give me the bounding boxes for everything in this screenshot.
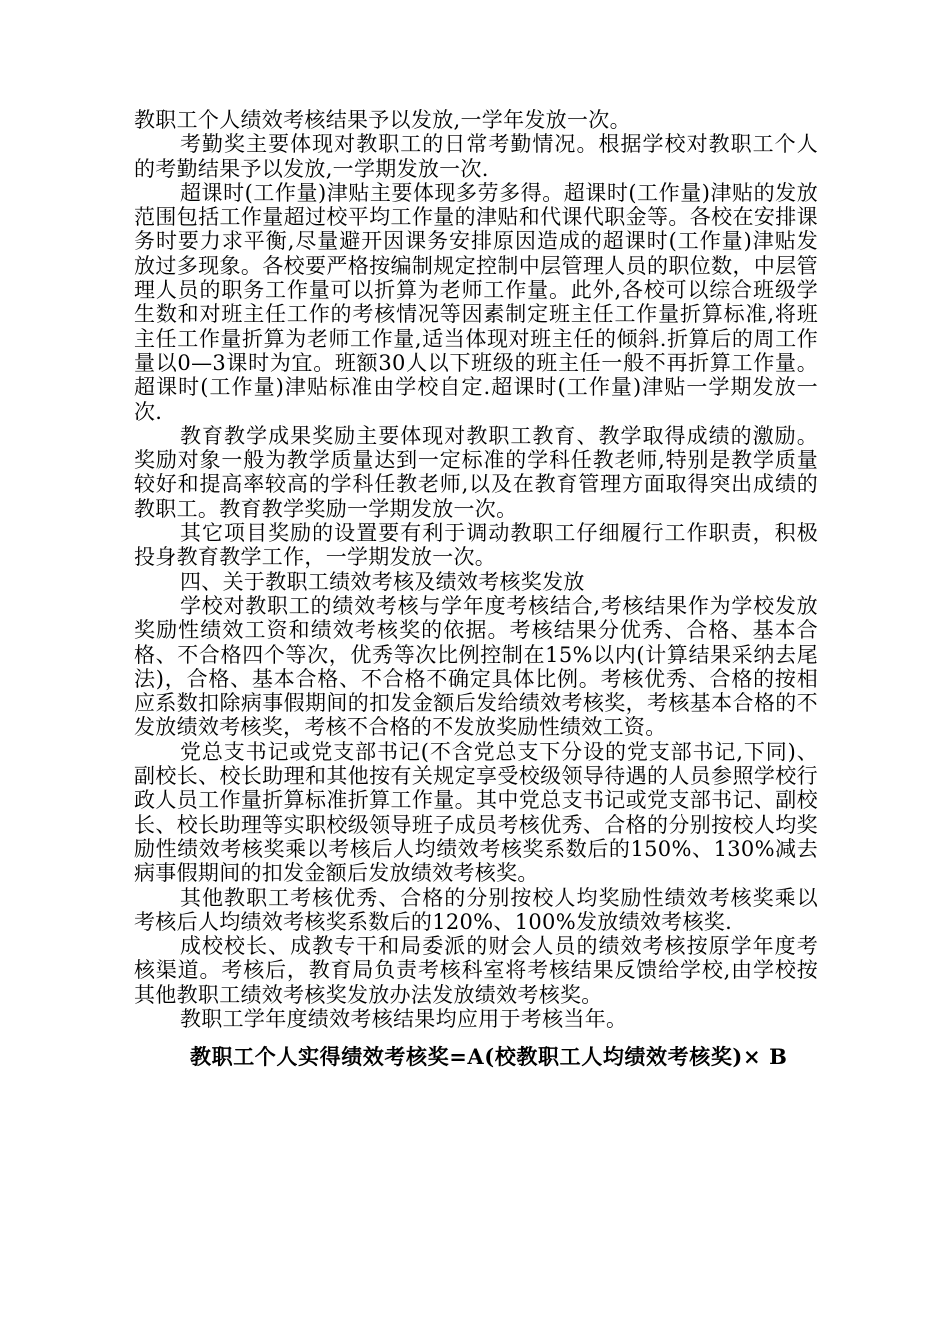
formula-line: 教职工个人实得绩效考核奖=A(校教职工人均绩效考核奖)× B	[190, 1044, 788, 1070]
paragraph-leadership-assessment: 党总支书记或党支部书记(不含党总支下分设的党支部书记,下同)、副校长、校长助理和其他按有关规定享受校级领导待遇的人员参照学校行政人员工作量折算标准折算工作量。其中党总支书记或党支部书记、副校长、校长助理等实职校级领导班子成员考核优秀、合格的分别按校人均奖励性绩效考核奖乘以考核后人均绩效考核奖系数后的150%、130%减去病事假期间的扣发金额后发放绩效考核奖。	[134, 739, 818, 886]
paragraph-other-awards: 其它项目奖励的设置要有利于调动教职工仔细履行工作职责，积极投身教育教学工作，一学期发放一次。	[134, 521, 818, 570]
paragraph-adult-school-assessment: 成校校长、成教专干和局委派的财会人员的绩效考核按原学年度考核渠道。考核后，教育局负责考核科室将考核结果反馈给学校,由学校按其他教职工绩效考核奖发放办法发放绩效考核奖。	[134, 934, 818, 1007]
paragraph-assessment-application: 教职工学年度绩效考核结果均应用于考核当年。	[180, 1006, 628, 1031]
document-body	[134, 108, 818, 1070]
paragraph-assessment-grades: 学校对教职工的绩效考核与学年度考核结合,考核结果作为学校发放奖励性绩效工资和绩效考核奖的依据。考核结果分优秀、合格、基本合格、不合格四个等次，优秀等次比例控制在15%以内(计算结果采纳去尾法)，合格、基本合格、不合格不确定具体比例。考核优秀、合格的按相应系数扣除病事假期间的扣发金额后发给绩效考核奖，考核基本合格的不发放绩效考核奖，考核不合格的不发放奖励性绩效工资。	[134, 593, 818, 740]
paragraph-overtime-allowance: 超课时(工作量)津贴主要体现多劳多得。超课时(工作量)津贴的发放范围包括工作量超过校平均工作量的津贴和代课代职金等。各校在安排课务时要力求平衡,尽量避开因课务安排原因造成的超课时(工作量)津贴发放过多现象。各校要严格按编制规定控制中层管理人员的职位数，中层管理人员的职务工作量可以折算为老师工作量。此外,各校可以综合班级学生数和对班主任工作的考核情况等因素制定班主任工作量折算标准,将班主任工作量折算为老师工作量,适当体现对班主任的倾斜.折算后的周工作量以0—3课时为宜。班额30人以下班级的班主任一般不再折算工作量。超课时(工作量)津贴标准由学校自定.超课时(工作量)津贴一学期发放一次.	[134, 180, 818, 424]
section-heading-four: 四、关于教职工绩效考核及绩效考核奖发放	[180, 569, 585, 594]
paragraph-continuation: 教职工个人绩效考核结果予以发放,一学年发放一次。	[134, 108, 631, 132]
paragraph-attendance-bonus: 考勤奖主要体现对教职工的日常考勤情况。根据学校对教职工个人的考勤结果予以发放,一学期发放一次.	[134, 132, 818, 181]
paragraph-other-staff-assessment: 其他教职工考核优秀、合格的分别按校人均奖励性绩效考核奖乘以考核后人均绩效考核奖系数后的120%、100%发放绩效考核奖.	[134, 885, 818, 934]
paragraph-teaching-achievement-award: 教育教学成果奖励主要体现对教职工教育、教学取得成绩的激励。奖励对象一般为教学质量达到一定标准的学科任教老师,特别是教学质量较好和提高率较高的学科任教老师,以及在教育管理方面取得突出成绩的教职工。教育教学奖励一学期发放一次。	[134, 423, 818, 521]
